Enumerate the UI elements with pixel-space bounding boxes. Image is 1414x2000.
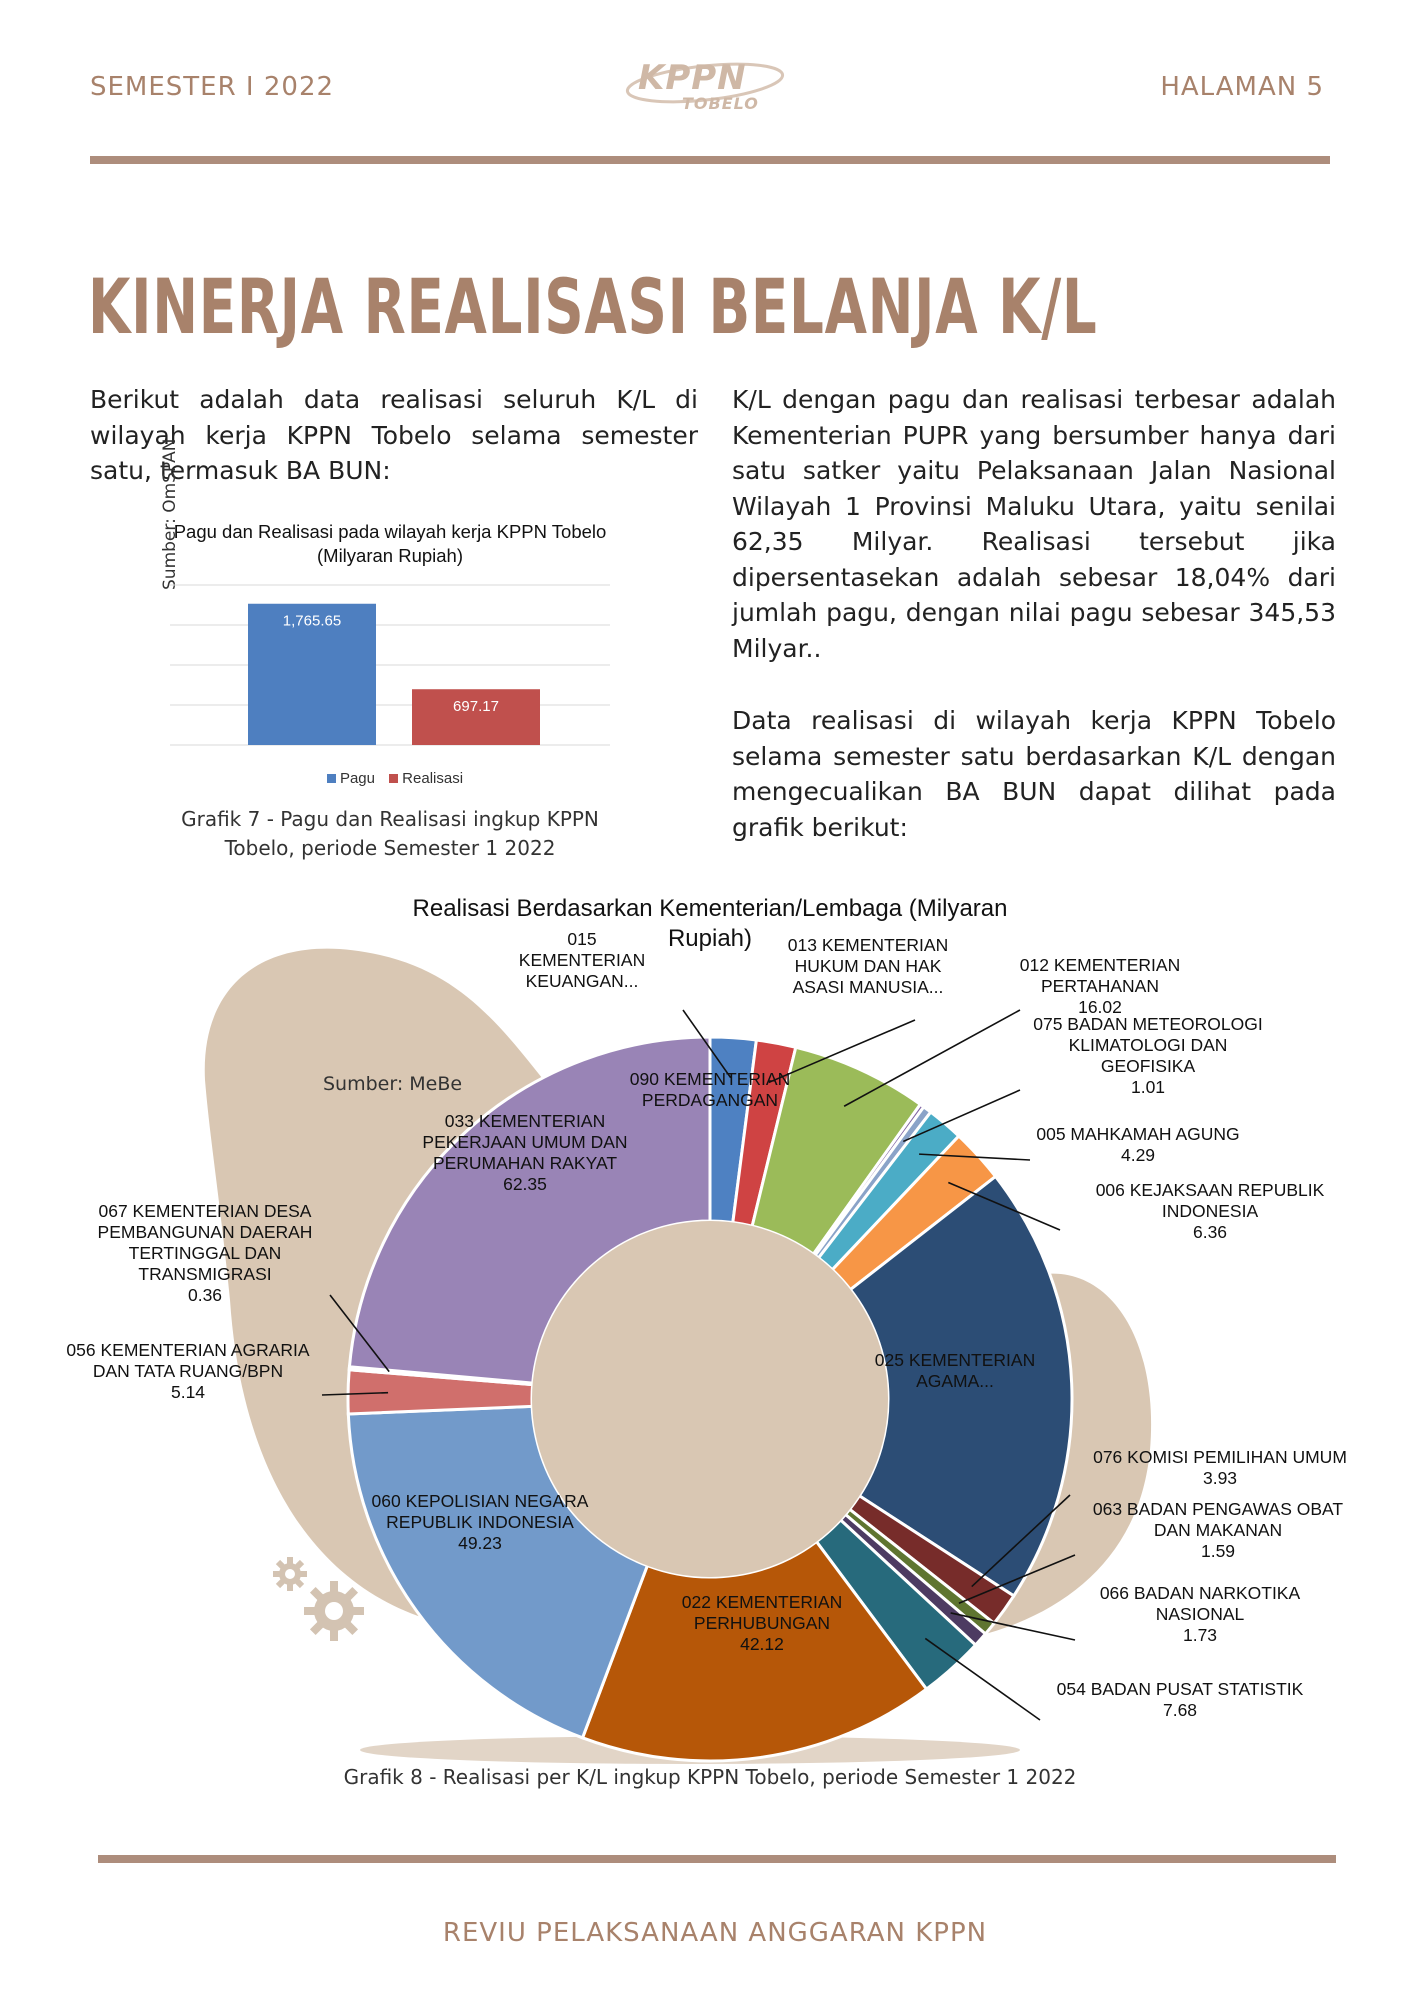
gear-icon xyxy=(304,1581,364,1641)
intro-paragraph: Berikut adalah data realisasi seluruh K/L di wilayah kerja KPPN Tobelo selama semester satu, termasuk BA BUN: xyxy=(90,385,698,485)
page-title: KINERJA REALISASI BELANJA K/L xyxy=(88,262,1098,351)
donut-label-054: 054 BADAN PUSAT STATISTIK 7.68 xyxy=(1056,1679,1304,1720)
donut-label-022: 022 KEMENTERIAN PERHUBUNGAN 42.12 xyxy=(681,1591,843,1654)
leader-line-012 xyxy=(844,1010,1020,1106)
donut-label-060: 060 KEPOLISIAN NEGARA REPUBLIK INDONESIA 49.23 xyxy=(371,1490,589,1553)
donut-chart-title: Realisasi Berdasarkan Kementerian/Lembaga (Milyaran Rupiah) xyxy=(412,895,1008,952)
legend-label-realisasi: Realisasi xyxy=(402,770,464,787)
logo-text: KPPN xyxy=(638,58,747,98)
donut-label-012: 012 KEMENTERIAN PERTAHANAN 16.02 xyxy=(1019,954,1181,1017)
grafik7-caption: Grafik 7 - Pagu dan Realisasi ingkup KPPN Tobelo, periode Semester 1 2022 xyxy=(181,807,599,860)
bar-value-label-realisasi: 697.17 xyxy=(453,698,499,716)
bar-value-label-pagu: 1,765.65 xyxy=(282,612,342,630)
donut-label-075: 075 BADAN METEOROLOGI KLIMATOLOGI DAN GEOFISIKA 1.01 xyxy=(1033,1014,1263,1097)
donut-label-015: 015 KEMENTERIAN KEUANGAN... xyxy=(518,928,646,991)
donut-label-063: 063 BADAN PENGAWAS OBAT DAN MAKANAN 1.59 xyxy=(1092,1498,1344,1561)
donut-label-090: 090 KEMENTERIAN PERDAGANGAN xyxy=(629,1069,791,1110)
donut-label-056: 056 KEMENTERIAN AGRARIA DAN TATA RUANG/BPN 5.14 xyxy=(66,1339,310,1402)
small-gear-icon xyxy=(273,1557,307,1591)
donut-chart-source: Sumber: MeBe xyxy=(323,1073,463,1095)
donut-label-066: 066 BADAN NARKOTIKA NASIONAL 1.73 xyxy=(1099,1582,1301,1645)
footer-text: REVIU PELAKSANAAN ANGGARAN KPPN xyxy=(442,1918,988,1948)
donut-label-013: 013 KEMENTERIAN HUKUM DAN HAK ASASI MANUSIA... xyxy=(787,934,949,997)
pupr-paragraph: K/L dengan pagu dan realisasi terbesar adalah Kementerian PUPR yang bersumber hanya dari satu satker yaitu Pelaksanaan Jalan Nasional Wilayah 1 Provinsi Maluku Utara, yaitu senilai 62,35 Milyar. Realisasi tersebut jika dipersentasekan adalah sebesar 18,04% dari jumlah pagu, dengan nilai pagu sebesar 345,53 Milyar.. xyxy=(732,385,1336,663)
chart-intro-paragraph: Data realisasi di wilayah kerja KPPN Tobelo selama semester satu berdasarkan K/L dengan mengecualikan BA BUN dapat dilihat pada grafik berikut: xyxy=(732,706,1336,842)
bar-chart-source: Sumber: OmSPAN xyxy=(160,438,180,590)
donut-label-006: 006 KEJAKSAAN REPUBLIK INDONESIA 6.36 xyxy=(1095,1179,1325,1242)
donut-label-005: 005 MAHKAMAH AGUNG 4.29 xyxy=(1036,1124,1240,1165)
donut-label-033: 033 KEMENTERIAN PEKERJAAN UMUM DAN PERUMAHAN RAKYAT 62.35 xyxy=(422,1111,628,1194)
header-semester: SEMESTER I 2022 xyxy=(90,72,335,102)
footer-divider xyxy=(98,1855,1336,1863)
leader-line-054 xyxy=(925,1638,1040,1720)
grafik8-caption: Grafik 8 - Realisasi per K/L ingkup KPPN Tobelo, periode Semester 1 2022 xyxy=(343,1765,1077,1789)
bar-chart-title: Pagu dan Realisasi pada wilayah kerja KPPN Tobelo (Milyaran Rupiah) xyxy=(173,521,607,566)
logo-subtext: TOBELO xyxy=(682,94,759,113)
donut-label-025: 025 KEMENTERIAN AGAMA... xyxy=(874,1350,1036,1391)
donut-label-076: 076 KOMISI PEMILIHAN UMUM 3.93 xyxy=(1093,1447,1347,1488)
legend-label-pagu: Pagu xyxy=(339,770,375,787)
header-page-number: HALAMAN 5 xyxy=(1160,72,1324,102)
donut-label-067: 067 KEMENTERIAN DESA PEMBANGUNAN DAERAH TERTINGGAL DAN TRANSMIGRASI 0.36 xyxy=(97,1200,313,1305)
